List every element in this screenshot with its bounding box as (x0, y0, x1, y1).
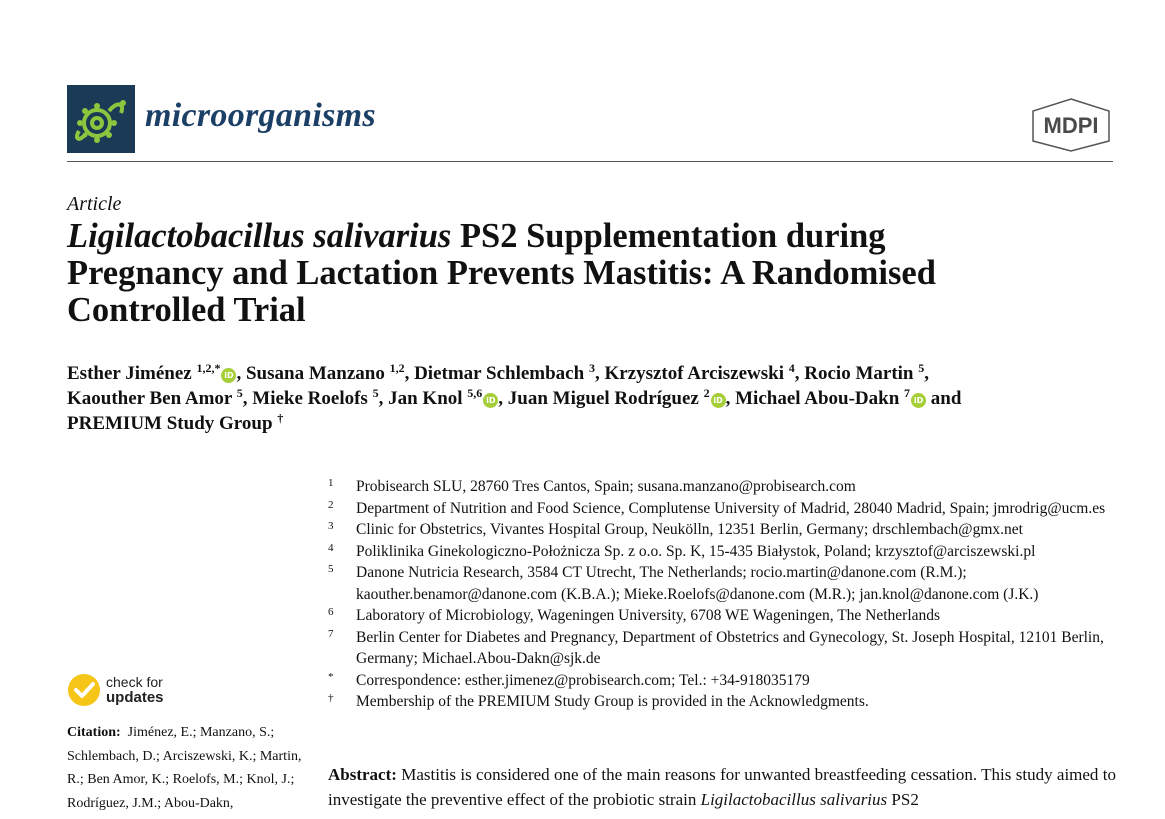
author-affiliation-sup: † (277, 411, 284, 425)
author-separator: , (594, 363, 605, 384)
orcid-icon[interactable]: iD (221, 368, 236, 383)
orcid-icon[interactable]: iD (483, 393, 498, 408)
check-updates-icon (67, 673, 101, 707)
affiliation-item (328, 627, 1118, 670)
author-separator: , (404, 363, 415, 384)
affiliation-marker: 5 (328, 563, 334, 575)
affiliation-marker: † (328, 692, 334, 704)
title-species: Ligilactobacillus salivarius (67, 217, 452, 255)
author-name[interactable]: Kaouther Ben Amor (67, 388, 233, 409)
author-separator: and (926, 388, 962, 409)
affiliation-text: Laboratory of Microbiology, Wageningen University, 6708 WE Wageningen, The Netherlands (356, 607, 941, 624)
article-type: Article (67, 193, 122, 215)
author-separator: , (236, 363, 246, 384)
journal-name[interactable]: microorganisms (145, 97, 376, 134)
author-affiliation-sup: 1,2 (389, 361, 405, 375)
check-for-label: check for (106, 674, 163, 690)
abstract-species: Ligilactobacillus salivarius (700, 790, 888, 809)
affiliation-list (328, 476, 1118, 713)
affiliation-text: Correspondence: esther.jimenez@probisearch.com; Tel.: +34-918035179 (356, 671, 810, 689)
author-name[interactable]: Dietmar Schlembach (414, 363, 585, 384)
author-affiliation-sup: 5,6 (467, 386, 483, 400)
author-affiliation-sup: 2 (703, 386, 710, 400)
citation-label: Citation: (67, 725, 121, 740)
author-name[interactable]: Rocio Martin (804, 363, 914, 384)
affiliation-item (328, 562, 1118, 605)
author-list (67, 361, 1117, 436)
author-separator: , (378, 388, 389, 409)
microbe-icon (67, 85, 135, 153)
affiliation-marker: 7 (328, 627, 334, 640)
check-for-updates-badge[interactable] (67, 673, 187, 709)
affiliation-text: Probisearch SLU, 28760 Tres Cantos, Spain; susana.manzano@probisearch.com (356, 478, 856, 495)
affiliation-marker: * (328, 670, 334, 683)
affiliation-text: Danone Nutricia Research, 3584 CT Utrecht, The Netherlands; rocio.martin@danone.com (R.M.); kaouther.benamor@danone.com (K.B.A.); Mieke.Roelofs@danone.com (M.R.); jan.knol@danone.com (J.K.) (356, 564, 1039, 603)
affiliation-text: Membership of the PREMIUM Study Group is provided in the Acknowledgments. (356, 693, 869, 710)
affiliation-item (328, 476, 1118, 498)
citation-text: Jiménez, E.; Manzano, S.; Schlembach, D.; Arciszewski, K.; Martin, R.; Ben Amor, K.; Roelofs, M.; Knol, J.; Rodríguez, J.M.; Abou-Dakn, (67, 725, 302, 811)
author-separator: , (498, 388, 508, 409)
author-name[interactable]: Michael Abou-Dakn (735, 388, 900, 409)
author-affiliation-sup: 3 (588, 361, 595, 375)
author-name[interactable]: Jan Knol (388, 388, 463, 409)
citation-block (67, 721, 307, 815)
updates-label: updates (106, 689, 164, 706)
affiliation-item (328, 670, 1118, 692)
title-line2: Pregnancy and Lactation Prevents Mastitis: A Randomised (67, 254, 936, 292)
affiliation-marker: 1 (328, 477, 334, 489)
affiliation-marker: 3 (328, 520, 334, 532)
title-line1-rest: PS2 Supplementation during (451, 217, 886, 255)
affiliation-text: Department of Nutrition and Food Science, Complutense University of Madrid, 28040 Madrid, Spain; jmrodrig@ucm.es (356, 499, 1106, 517)
author-affiliation-sup: 5 (918, 361, 925, 375)
author-name[interactable]: Juan Miguel Rodríguez (507, 388, 699, 409)
affiliation-item (328, 498, 1118, 520)
affiliation-text: Poliklinika Ginekologiczno-Położnicza Sp. z o.o. Sp. K, 15-435 Białystok, Poland; krzysztof@arciszewski.pl (356, 542, 1036, 560)
affiliation-item (328, 519, 1118, 541)
author-affiliation-sup: 1,2,* (196, 361, 221, 375)
journal-logo (67, 85, 135, 153)
author-affiliation-sup: 7 (904, 386, 911, 400)
abstract (328, 762, 1116, 812)
affiliation-marker: 6 (328, 606, 334, 618)
affiliation-marker: 2 (328, 498, 334, 511)
abstract-text-1: Mastitis is considered one of the main reasons for unwanted breastfeeding cessation. This study aimed to investigate the preventive effect of the probiotic strain (328, 765, 1116, 809)
orcid-icon[interactable]: iD (911, 393, 926, 408)
orcid-icon[interactable]: iD (711, 393, 726, 408)
author-separator: , (924, 363, 929, 384)
author-separator: , (794, 363, 805, 384)
article-title (67, 218, 1107, 329)
affiliation-text: Berlin Center for Diabetes and Pregnancy, Department of Obstetrics and Gynecology, St. Joseph Hospital, 12101 Berlin, Germany; Michael.Abou-Dakn@sjk.de (356, 628, 1104, 667)
author-name[interactable]: PREMIUM Study Group (67, 413, 273, 434)
journal-header (67, 85, 1113, 162)
mdpi-logo[interactable] (1029, 97, 1113, 153)
author-name[interactable]: Mieke Roelofs (252, 388, 368, 409)
affiliation-item (328, 541, 1118, 563)
author-affiliation-sup: 5 (236, 386, 243, 400)
author-name[interactable]: Susana Manzano (245, 363, 385, 384)
mdpi-label: MDPI (1043, 113, 1099, 138)
affiliation-text: Clinic for Obstetrics, Vivantes Hospital Group, Neukölln, 12351 Berlin, Germany; drschlembach@gmx.net (356, 521, 1023, 538)
author-separator: , (242, 388, 253, 409)
affiliation-item (328, 605, 1118, 627)
header-divider (67, 161, 1113, 162)
author-separator: , (725, 388, 736, 409)
mdpi-hexagon-icon (1029, 97, 1113, 153)
author-affiliation-sup: 5 (372, 386, 379, 400)
title-line3: Controlled Trial (67, 291, 306, 329)
author-name[interactable]: Esther Jiménez (67, 363, 192, 384)
abstract-text-2: PS2 (887, 790, 919, 809)
author-affiliation-sup: 4 (788, 361, 795, 375)
affiliation-marker: 4 (328, 541, 334, 554)
author-name[interactable]: Krzysztof Arciszewski (604, 363, 785, 384)
abstract-label: Abstract: (328, 765, 397, 784)
affiliation-item (328, 691, 1118, 713)
